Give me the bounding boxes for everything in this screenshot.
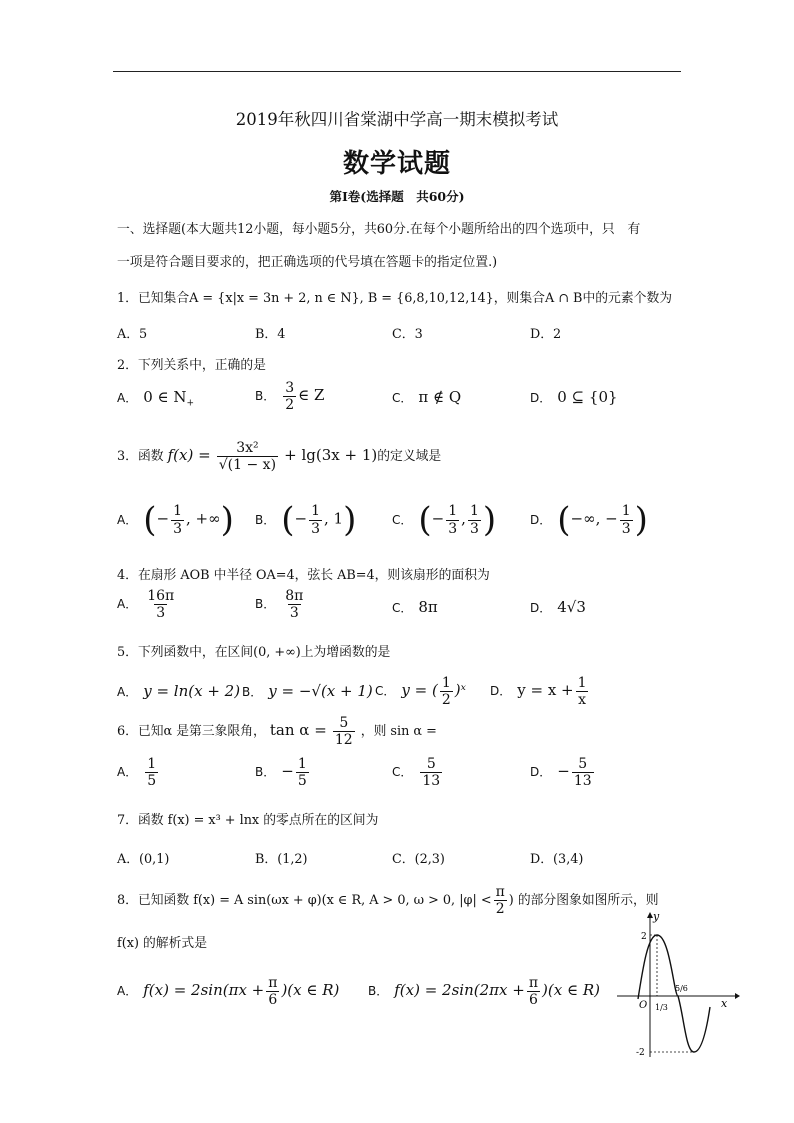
q4-option-d: D． 4√3 <box>530 598 586 616</box>
q3-option-b: B． (− $\frac{1}{3}$ , 1) <box>255 500 357 540</box>
header-rule <box>113 71 681 72</box>
q2-option-d: D． 0 ⊆ {0} <box>530 388 618 406</box>
x-tick-1-3: 1/3 <box>655 1003 668 1012</box>
subject-title: 数学试题 <box>342 149 451 179</box>
y-tick-2: 2 <box>641 932 647 942</box>
q3-option-c: C． (− $\frac{1}{3}$ , $\frac{1}{3}$ ) <box>392 500 497 540</box>
y-axis-label: y <box>653 910 660 923</box>
q7-option-b: B．(1,2) <box>255 852 308 867</box>
part-title: 第Ⅰ卷(选择题 共60分) <box>329 189 465 204</box>
q5-option-d: D． y = x + $\frac{1}{x}$ <box>490 675 587 709</box>
q4-option-a: A． $\frac{16\pi}{3}$ <box>117 588 175 622</box>
q5-option-c: C． y = ( $\frac{1}{2}$ )ˣ <box>375 675 466 709</box>
q1-option-b: B．4 <box>255 327 286 342</box>
q4-option-b: B． $\frac{8\pi}{3}$ <box>255 588 304 622</box>
q6-option-c: C． $\frac{5}{13}$ <box>392 756 441 790</box>
question-4-stem: 4．在扇形 AOB 中半径 OA=4，弦长 AB=4，则该扇形的面积为 <box>117 568 490 583</box>
q8-option-b: B． f(x) = 2sin(2πx + $\frac{\pi}{6}$ )(x ∈ R) <box>368 975 600 1009</box>
q1-option-a: A．5 <box>117 327 148 342</box>
q7-option-a: A．(0,1) <box>117 852 170 867</box>
q1-option-d: D．2 <box>530 327 562 342</box>
q5-option-b: B． y = −√(x + 1) <box>242 682 373 700</box>
y-tick-neg2: -2 <box>636 1048 645 1058</box>
question-8-stem: 8．已知函数 f(x) = A sin(ωx + φ)(x ∈ R, A > 0, ω > 0, |φ| < $\frac{\pi}{2}$ ) 的部分图象如图所示，则 <box>117 884 659 918</box>
origin-label: O <box>639 1000 648 1011</box>
q7-option-c: C．(2,3) <box>392 852 445 867</box>
q7-option-d: D．(3,4) <box>530 852 584 867</box>
x-axis-arrow <box>735 993 740 999</box>
q2-option-c: C． π ∉ Q <box>392 388 462 406</box>
q2-option-a: A． 0 ∈ $N_+$ <box>117 388 195 409</box>
section-instructions-line1: 一、选择题(本大题共12小题，每小题5分，共60分.在每个小题所给出的四个选项中，只 有 <box>117 222 641 237</box>
q8-sine-graph <box>612 907 742 1059</box>
q2-option-b: B． $\frac{3}{2}$ ∈ Z <box>255 380 325 414</box>
q5-option-a: A． y = ln(x + 2) <box>117 682 241 700</box>
question-3-stem: 3．函数 f(x) = $\frac{\text{3x²}}{√(1 - x)}$ + lg(3x + 1)的定义域是 <box>117 440 442 474</box>
section-instructions-line2: 一项是符合题目要求的，把正确选项的代号填在答题卡的指定位置.) <box>117 255 498 270</box>
question-8-stem-line2: f(x) 的解析式是 <box>117 936 207 951</box>
question-5-stem: 5．下列函数中，在区间(0, +∞)上为增函数的是 <box>117 645 391 660</box>
q6-option-d: D． − $\frac{5}{13}$ <box>530 756 592 790</box>
q1-option-c: C．3 <box>392 327 423 342</box>
x-tick-5-6: 5/6 <box>675 984 688 993</box>
q6-option-b: B． − $\frac{1}{5}$ <box>255 756 307 790</box>
q3-option-d: D． (−∞, − $\frac{1}{3}$ ) <box>530 500 648 540</box>
question-6-stem: 6．已知α 是第三象限角， tan α = $\frac{5}{12}$ ，则 sin α = <box>117 715 437 749</box>
q3-option-a: A． (− $\frac{1}{3}$ , +∞) <box>117 500 234 540</box>
question-7-stem: 7．函数 f(x) = x³ + lnx 的零点所在的区间为 <box>117 813 379 828</box>
question-2-stem: 2．下列关系中，正确的是 <box>117 358 266 373</box>
q8-option-a: A． f(x) = 2sin(πx + $\frac{\pi}{6}$ )(x ∈ R) <box>117 975 340 1009</box>
sine-curve <box>638 935 710 1052</box>
q4-option-c: C． 8π <box>392 598 438 616</box>
plus-subscript: + <box>186 398 195 409</box>
x-axis-label: x <box>721 997 728 1010</box>
q6-option-a: A． $\frac{1}{5}$ <box>117 756 157 790</box>
question-1-stem: 1．已知集合A = {x|x = 3n + 2, n ∈ N}, B = {6,8,10,12,14}，则集合A ∩ B中的元素个数为 <box>117 291 673 306</box>
exam-title: 2019年秋四川省棠湖中学高一期末模拟考试 <box>235 110 559 129</box>
